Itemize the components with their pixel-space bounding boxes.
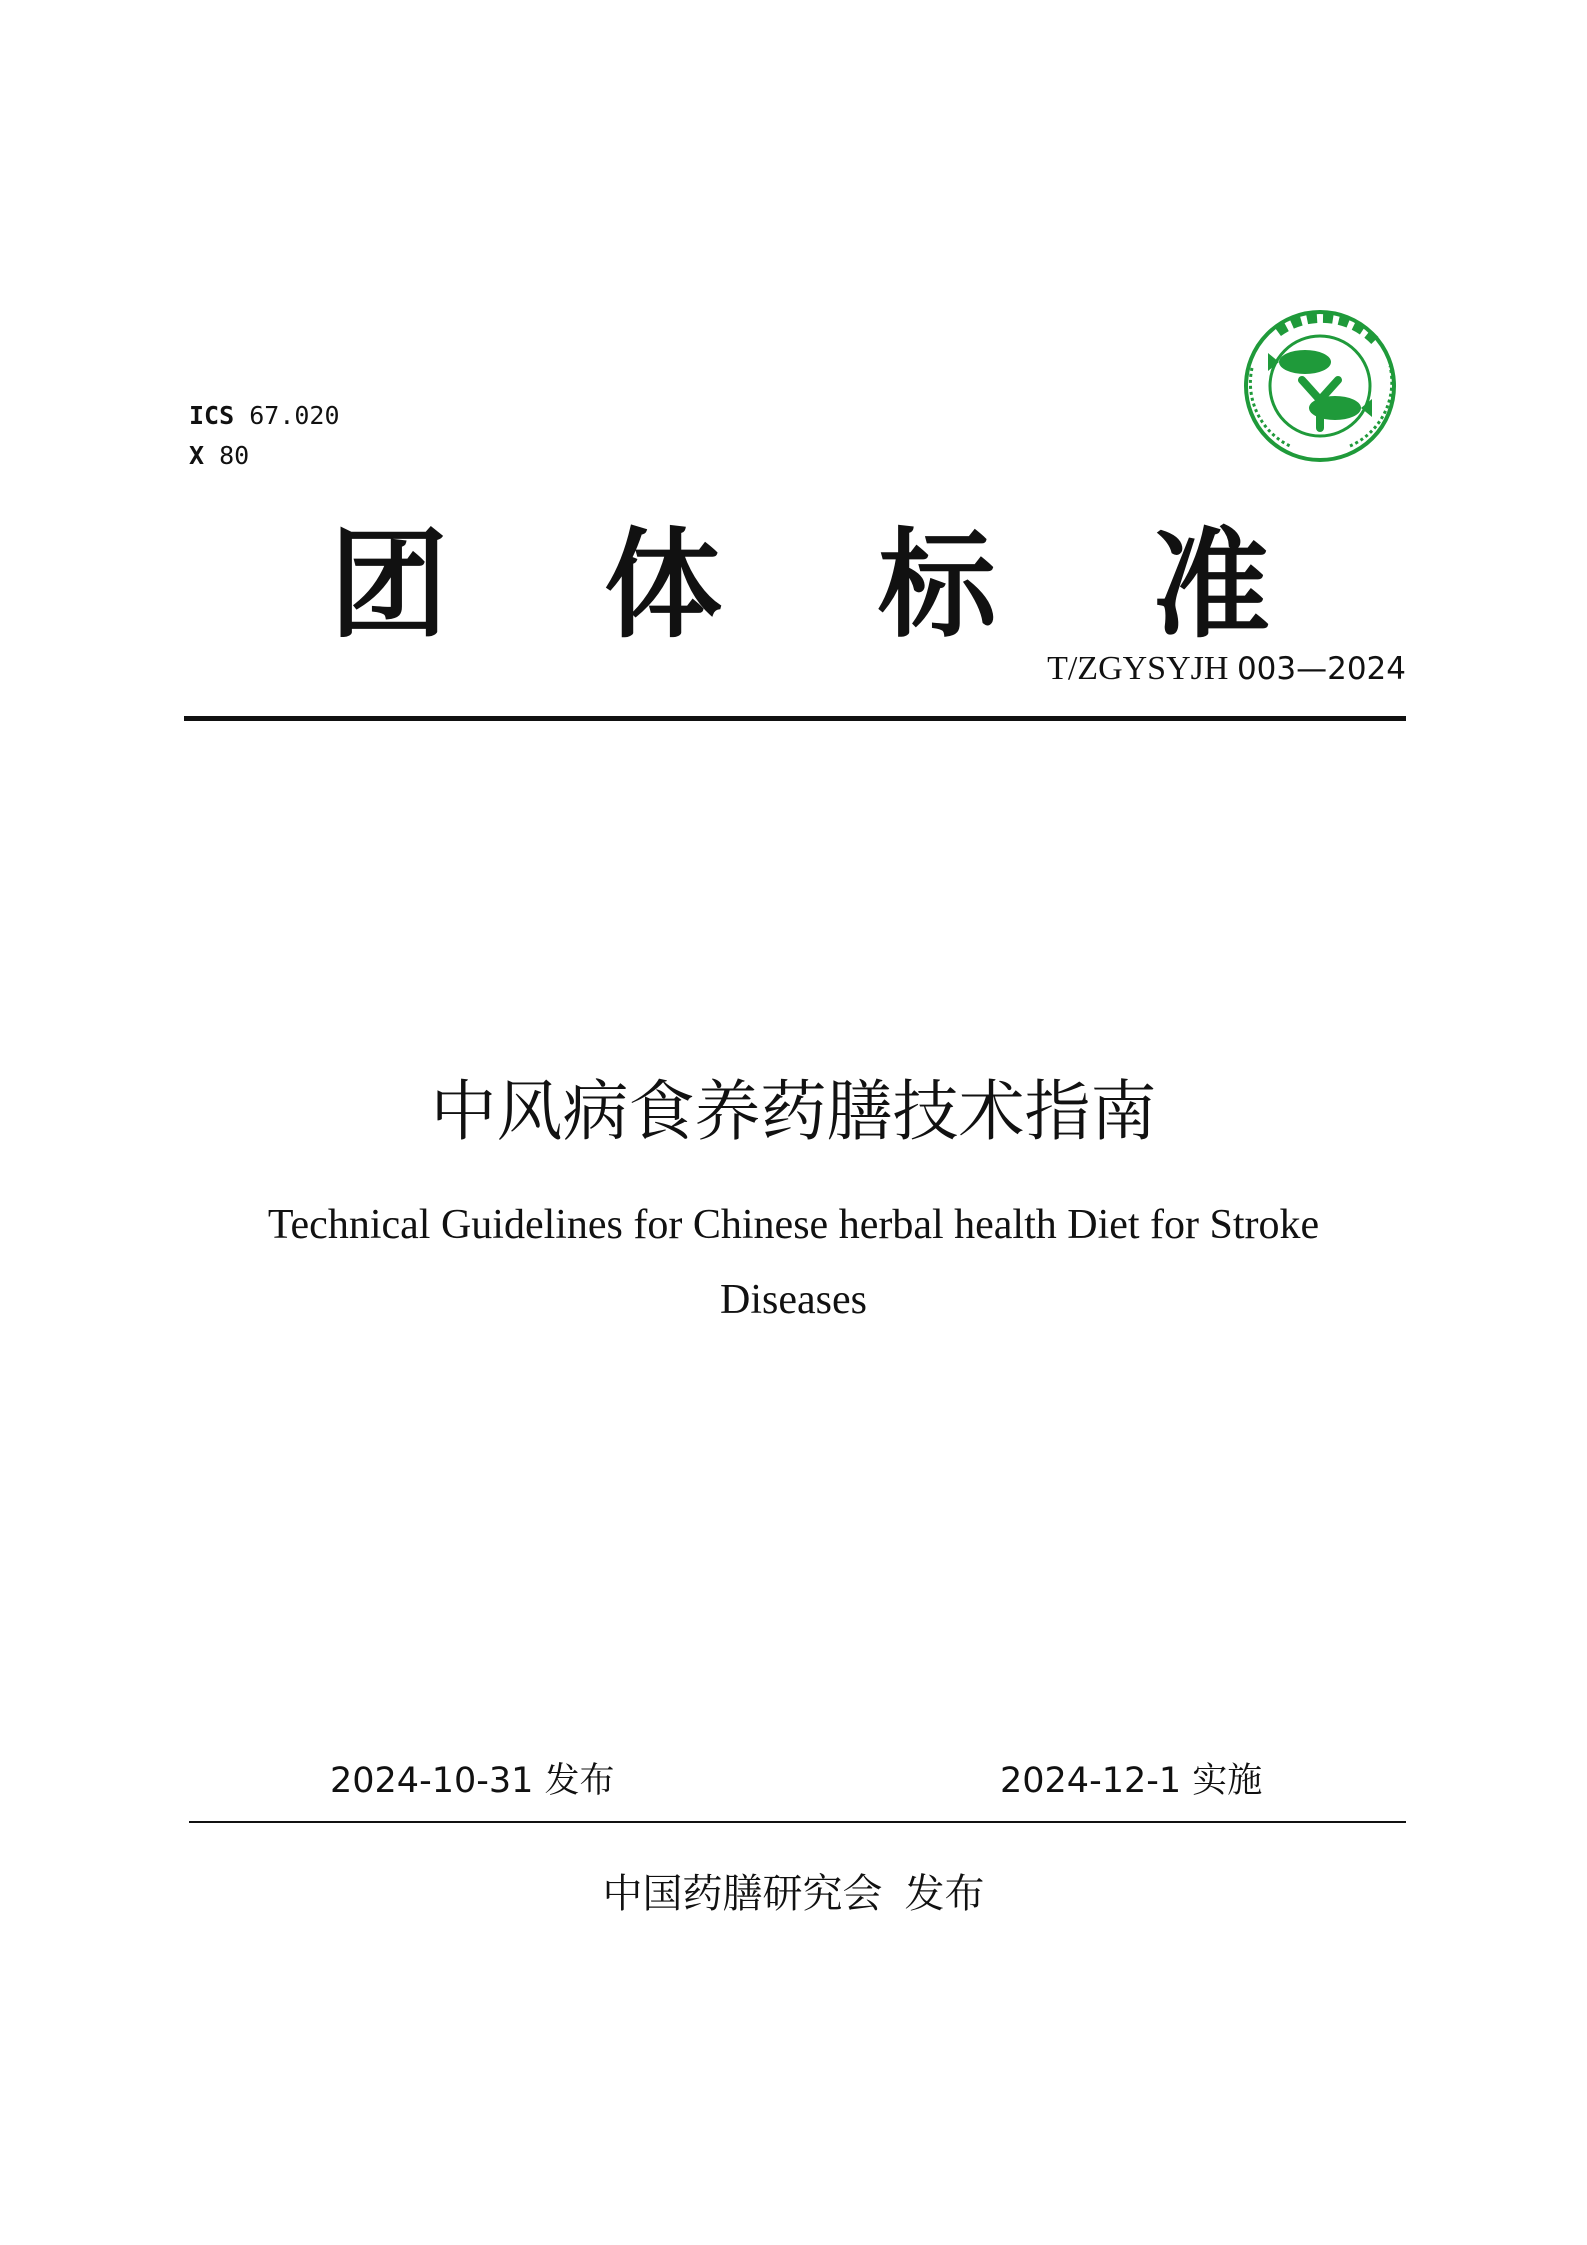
ics-label: ICS (189, 401, 235, 430)
standard-type-char: 准 (1151, 516, 1270, 654)
document-title-cn: 中风病食养药膳技术指南 (430, 1073, 1157, 1150)
ccs-line (189, 436, 340, 476)
top-divider (184, 716, 1406, 721)
ccs-code: 80 (219, 441, 250, 470)
issue-date: 2024-10-31 发布 (330, 1761, 615, 1801)
classification-codes (189, 396, 340, 476)
ics-line (189, 396, 340, 436)
standard-number-value: 003—2024 (1236, 651, 1406, 687)
standard-type-char: 体 (603, 516, 722, 654)
ics-code: 67.020 (249, 401, 340, 430)
standard-number (1047, 650, 1406, 688)
publisher-name: 中国药膳研究会 (602, 1871, 883, 1917)
implementation-date: 2024-12-1 实施 (1000, 1761, 1263, 1801)
standard-type-char: 团 (330, 516, 449, 654)
publisher-action: 发布 (904, 1871, 985, 1917)
publisher-line (0, 1862, 1587, 1919)
standard-number-prefix: T/ZGYSYJH (1047, 650, 1229, 687)
association-logo (1230, 296, 1410, 466)
standard-type-heading (330, 510, 1270, 654)
document-title-en: Technical Guidelines for Chinese herbal health Diet for Stroke Diseases (267, 1202, 1320, 1323)
bottom-divider (189, 1821, 1406, 1823)
ccs-label: X (189, 441, 205, 470)
standard-type-char: 标 (877, 516, 996, 654)
